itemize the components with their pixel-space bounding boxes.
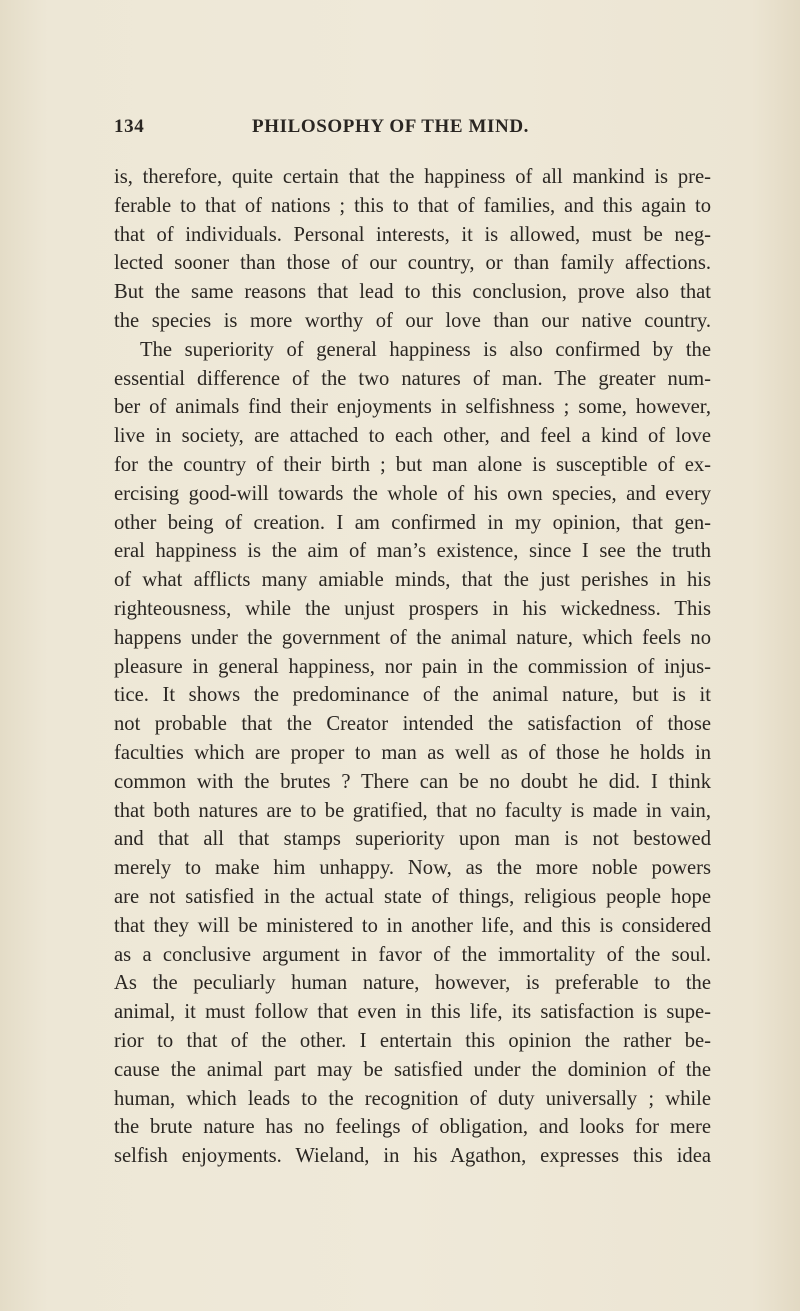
body-text (114, 163, 711, 1171)
running-title: PHILOSOPHY OF THE MIND. (252, 116, 530, 137)
text-line: not probable that the Creator intended the satisfaction of those (114, 713, 711, 736)
page-number: 134 (114, 116, 145, 137)
text-line: are not satisfied in the actual state of things, religious people hope (114, 885, 711, 908)
text-line: the species is more worthy of our love than our native country. (114, 309, 711, 332)
text-line: merely to make him unhappy. Now, as the more noble powers (114, 857, 711, 880)
text-line: cause the animal part may be satisfied under the dominion of the (114, 1058, 711, 1081)
text-line: ercising good-will towards the whole of his own species, and every (114, 482, 711, 505)
running-head (114, 116, 714, 146)
text-line: happens under the government of the animal nature, which feels no (114, 626, 711, 649)
text-line: lected sooner than those of our country, or than family affections. (114, 252, 711, 275)
text-line: for the country of their birth ; but man alone is susceptible of ex- (114, 453, 711, 476)
text-line: tice. It shows the predominance of the animal nature, but is it (114, 684, 711, 707)
text-line: as a conclusive argument in favor of the immortality of the soul. (114, 943, 711, 966)
text-line: other being of creation. I am confirmed in my opinion, that gen- (114, 511, 711, 534)
text-line: animal, it must follow that even in this life, its satisfaction is supe- (114, 1001, 711, 1024)
text-line: rior to that of the other. I entertain this opinion the rather be- (114, 1029, 711, 1052)
text-line: that both natures are to be gratified, that no faculty is made in vain, (114, 799, 711, 822)
text-line: As the peculiarly human nature, however, is preferable to the (114, 972, 711, 995)
text-line: is, therefore, quite certain that the happiness of all mankind is pre- (114, 166, 711, 188)
text-line: human, which leads to the recognition of duty universally ; while (114, 1087, 711, 1110)
text-line: eral happiness is the aim of man’s existence, since I see the truth (114, 540, 711, 563)
text-line: faculties which are proper to man as well as of those he holds in (114, 741, 711, 764)
text-line: common with the brutes ? There can be no doubt he did. I think (114, 770, 711, 793)
text-line: of what afflicts many amiable minds, that the just perishes in his (114, 569, 711, 592)
text-line: the brute nature has no feelings of obligation, and looks for mere (114, 1116, 711, 1139)
text-line: ber of animals find their enjoyments in selfishness ; some, however, (114, 396, 711, 419)
text-line: The superiority of general happiness is also confirmed by the (140, 338, 711, 361)
text-line: But the same reasons that lead to this conclusion, prove also that (114, 281, 711, 304)
text-line: righteousness, while the unjust prospers in his wickedness. This (114, 597, 711, 620)
text-line: live in society, are attached to each other, and feel a kind of love (114, 425, 711, 448)
text-line: selfish enjoyments. Wieland, in his Agathon, expresses this idea (114, 1145, 711, 1168)
text-line: pleasure in general happiness, nor pain in the commission of injus- (114, 655, 711, 678)
text-line: that of individuals. Personal interests, it is allowed, must be neg- (114, 223, 711, 246)
text-line: and that all that stamps superiority upon man is not bestowed (114, 828, 711, 851)
text-line: essential difference of the two natures of man. The greater num- (114, 367, 711, 390)
text-line: that they will be ministered to in another life, and this is considered (114, 914, 711, 937)
text-line: ferable to that of nations ; this to that of families, and this again to (114, 194, 711, 217)
